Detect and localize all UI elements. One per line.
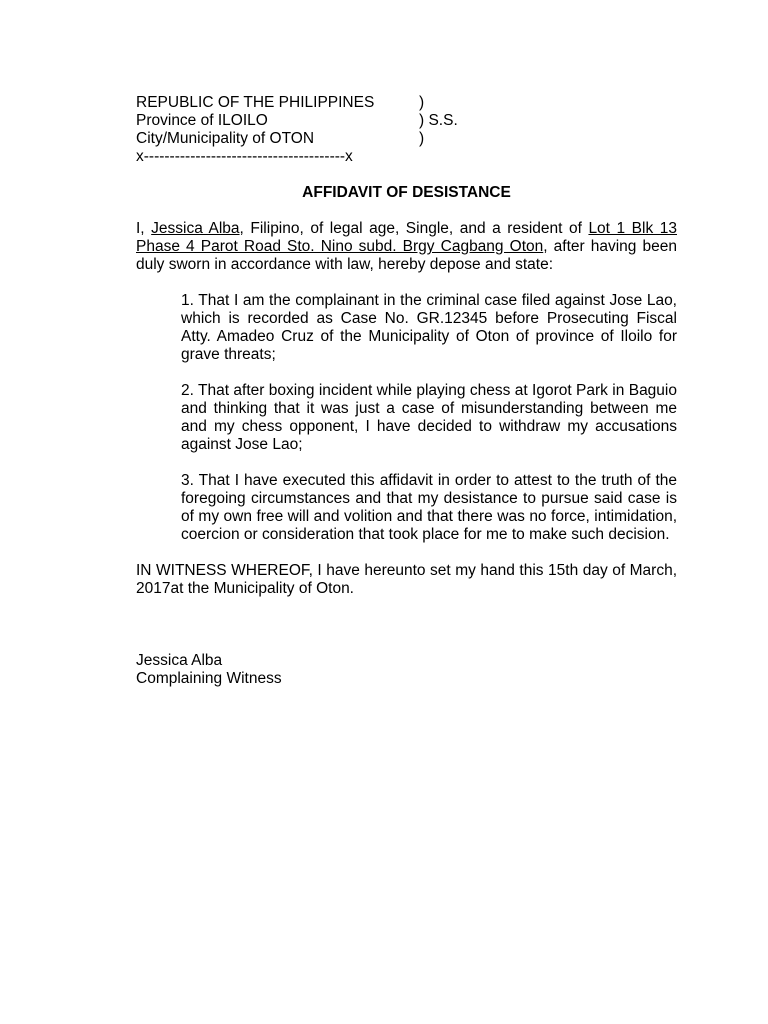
venue-bracket: )	[419, 130, 425, 147]
statement-list	[181, 292, 677, 544]
venue-bracket: )	[419, 94, 425, 111]
venue-header	[136, 94, 677, 166]
affidavit-document	[136, 94, 677, 688]
signatory-name: Jessica Alba	[136, 652, 223, 669]
affiant-address: Lot 1 Blk 13 Phase 4 Parot Road Sto. Nino subd. Brgy Cagbang Oton	[136, 220, 677, 255]
venue-line-province	[136, 112, 677, 130]
signature-block	[136, 652, 677, 688]
statement-item: 1. That I am the complainant in the criminal case filed against Jose Lao, which is recorded as Case No. GR.12345 before Prosecuting Fiscal Atty. Amadeo Cruz of the Municipality of Oton of province of Iloilo for grave threats;	[181, 292, 677, 363]
intro-paragraph	[136, 220, 677, 274]
document-title: AFFIDAVIT OF DESISTANCE	[302, 184, 511, 201]
venue-province: Province of ILOILO	[136, 112, 268, 129]
venue-country: REPUBLIC OF THE PHILIPPINES	[136, 94, 375, 111]
venue-ss-mark: ) S.S.	[419, 112, 458, 129]
affiant-name: Jessica Alba	[151, 220, 240, 237]
statement-item: 3. That I have executed this affidavit in order to attest to the truth of the foregoing circumstances and that my desistance to pursue said case is of my own free will and volition and that there was no force, intimidation, coercion or consideration that took place for me to make such decision.	[181, 472, 677, 543]
intro-prefix: I,	[136, 220, 152, 237]
witness-clause: IN WITNESS WHEREOF, I have hereunto set my hand this 15th day of March, 2017at the Municipality of Oton.	[136, 562, 677, 597]
signatory-role: Complaining Witness	[136, 670, 282, 687]
intro-suffix: , after having been duly sworn in accordance with law, hereby depose and state:	[136, 238, 677, 273]
venue-city: City/Municipality of OTON	[136, 130, 315, 147]
venue-line-republic	[136, 94, 677, 112]
venue-separator: x---------------------------------------x	[136, 148, 353, 165]
venue-line-city	[136, 130, 677, 148]
intro-mid: , Filipino, of legal age, Single, and a resident of	[239, 220, 589, 237]
statement-item: 2. That after boxing incident while playing chess at Igorot Park in Baguio and thinking that it was just a case of misunderstanding between me and my chess opponent, I have decided to withdraw my accusations against Jose Lao;	[181, 382, 677, 453]
